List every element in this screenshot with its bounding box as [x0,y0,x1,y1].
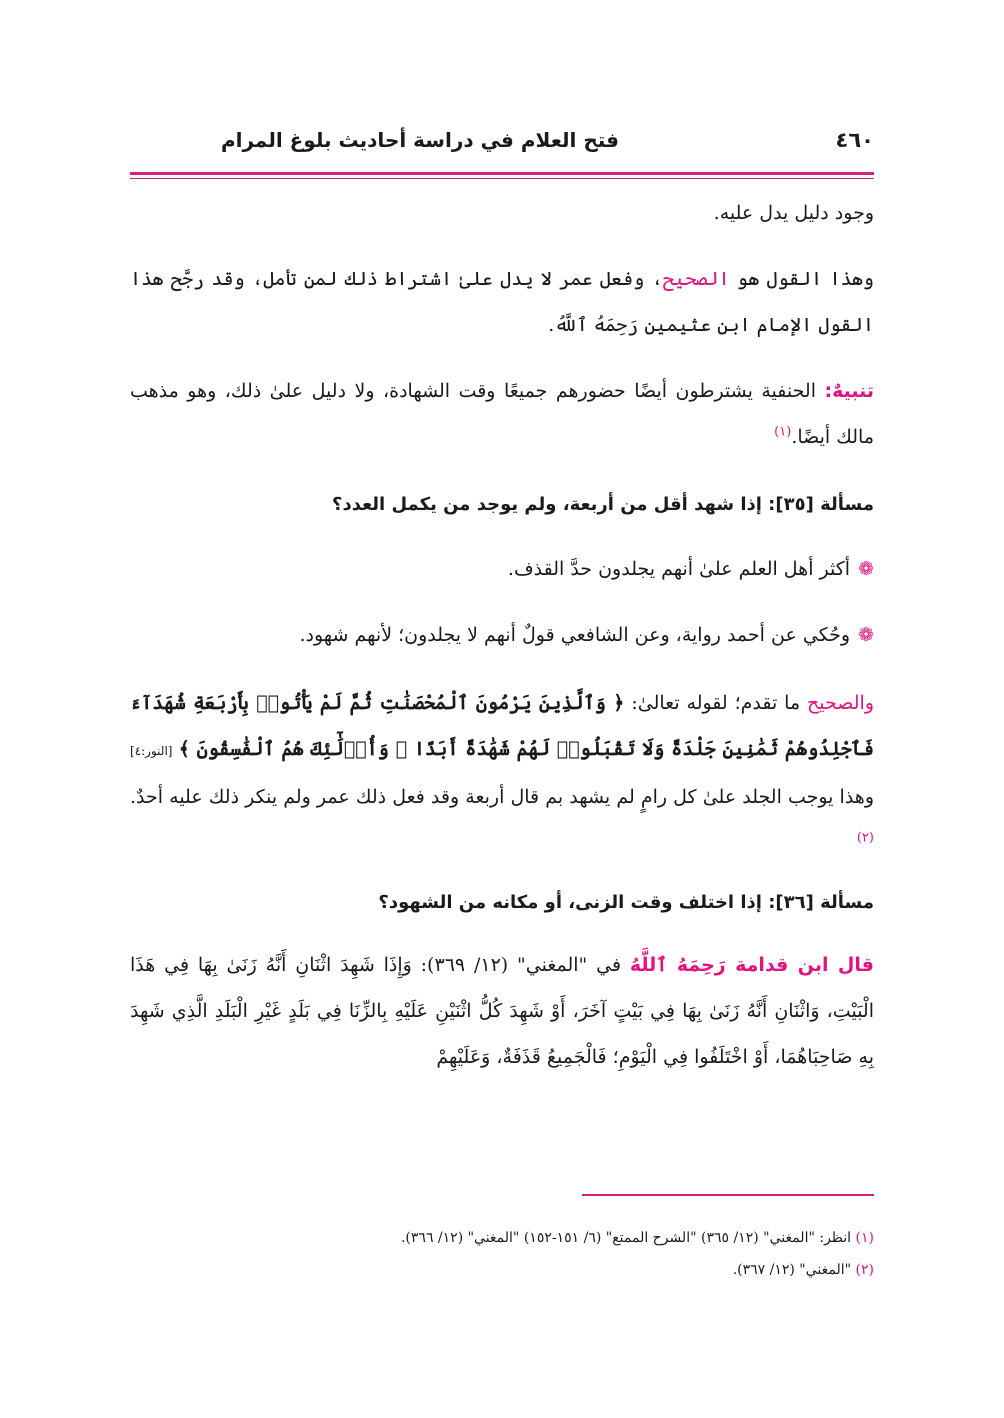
paragraph-3 [130,368,874,460]
paragraph-2 [130,256,874,348]
paragraph-4-text-b: وهذا يوجب الجلد علىٰ كل رامٍ لم يشهد بم قال أربعة وقد فعل ذلك عمر ولم ينكر ذلك عليه أحدٌ. [130,786,874,808]
header-rule [130,172,874,175]
page-number: ٤٦٠ [835,128,874,152]
surah-reference: [النور:٤] [130,744,173,758]
bullet-2-text: وحُكي عن أحمد رواية، وعن الشافعي قولٌ أنهم لا يجلدون؛ لأنهم شهود. [299,624,851,646]
question-35-bullet-2 [130,612,874,658]
page-header [130,128,874,168]
footnote-2-text: "المغني" (١٢/ ٣٦٧). [732,1262,852,1278]
note-label: تنبيهٌ: [824,380,874,402]
header-rule-thin [130,178,874,179]
paragraph-4 [130,680,874,866]
flower-ornament-icon: ❁ [858,624,874,646]
quran-verse: ﴿ وَٱلَّذِينَ يَرْمُونَ ٱلْمُحْصَنَٰتِ ثُمَّ لَمْ يَأْتُوا۟ بِأَرْبَعَةِ شُهَدَآءَ فَٱجْلِدُوهُمْ ثَمَٰنِينَ جَلْدَةً وَلَا تَقْبَلُوا۟ لَهُمْ شَهَٰدَةً أَبَدًا ۚ وَأُو۟لَٰٓئِكَ هُمُ ٱلْفَٰسِقُونَ ﴾ [130,692,874,760]
paragraph-2-text-a: وهذا القول هو [729,268,874,290]
footnote-2-number: (٢) [855,1262,874,1278]
question-35-heading: مسألة [٣٥]: إذا شهد أقل من أربعة، ولم يوجد من يكمل العدد؟ [332,494,874,515]
paragraph-4-accent: والصحيح [807,692,874,714]
footnote-1-number: (١) [855,1230,874,1246]
footnotes [130,1222,874,1286]
page-body [130,190,874,1080]
footnote-2 [130,1254,874,1286]
bullet-1-text: أكثر أهل العلم علىٰ أنهم يجلدون حدَّ القذف. [507,558,851,580]
paragraph-1-text: وجود دليل يدل عليه. [713,202,874,224]
footnote-separator [582,1194,874,1196]
quote-source-label: قال ابن قدامة رَحِمَهُ ٱللَّهُ [629,954,874,976]
footnote-1 [130,1222,874,1254]
question-35-bullet-1 [130,546,874,592]
paragraph-4-text-a: ما تقدم؛ لقوله تعالىٰ: [624,692,808,714]
paragraph-3-text: الحنفية يشترطون أيضًا حضورهم جميعًا وقت الشهادة، ولا دليل علىٰ ذلك، وهو مذهب مالك أيضًا. [130,380,874,448]
footnote-ref-2: (٢) [856,830,874,846]
paragraph-1 [130,190,874,236]
book-title: فتح العلام في دراسة أحاديث بلوغ المرام [220,128,619,152]
paragraph-2-text-b: ، وفعل عمر لا يدل علىٰ اشتراط ذلك لمن تأمل، وقد رجَّح هذا القول الإمام ابن عثيمين رَحِمَهُ ٱللَّهُ. [130,268,874,336]
footnote-1-text: انظر: "المغني" (١٢/ ٣٦٥) "الشرح الممتع" (٦/ ١٥١-١٥٢) "المغني" (١٢/ ٣٦٦). [400,1230,852,1246]
footnote-ref-1: (١) [774,424,792,440]
paragraph-2-accent: الصحيح [662,268,730,290]
paragraph-5 [130,942,874,1080]
question-36-heading: مسألة [٣٦]: إذا اختلف وقت الزنى، أو مكانه من الشهود؟ [378,892,874,913]
paragraph-5-text: في "المغني" (١٢/ ٣٦٩): وَإِذَا شَهِدَ اثْنَانِ أَنَّهُ زَنَىٰ بِهَا فِي هَذَا الْبَيْتِ، وَاثْنَانِ أَنَّهُ زَنَىٰ بِهَا فِي بَيْتٍ آخَرَ، أَوْ شَهِدَ كُلُّ اثْنَيْنِ عَلَيْهِ بِالزِّنَا فِي بَلَدٍ غَيْرِ الْبَلَدِ الَّذِي شَهِدَ بِهِ صَاحِبَاهُمَا، أَوْ اخْتَلَفُوا فِي الْيَوْمِ؛ فَالْجَمِيعُ قَذَفَةٌ، وَعَلَيْهِمْ [130,954,874,1068]
flower-ornament-icon: ❁ [858,558,874,580]
